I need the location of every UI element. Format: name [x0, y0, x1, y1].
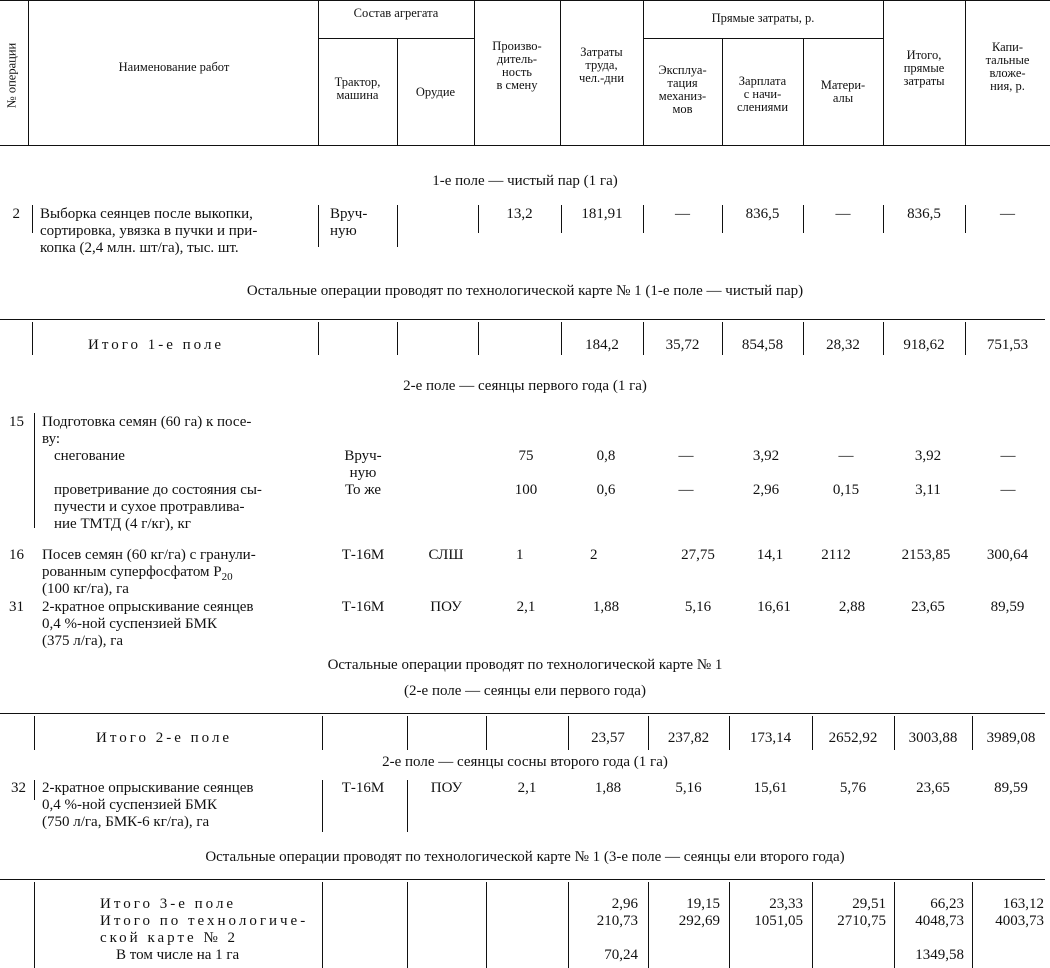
total-cell: 23,65: [916, 780, 950, 796]
header-exploitation: Эксплуа- тация механиз- мов: [658, 63, 707, 116]
capital-cell: —: [1000, 448, 1016, 464]
row-divider: [322, 780, 323, 832]
row-divider: [34, 780, 35, 800]
productivity-cell: 1: [516, 547, 524, 563]
work-name-text: рованным суперфосфатом P: [42, 564, 222, 580]
salary-cell: 3,92: [752, 448, 780, 464]
capital-cell: —: [1000, 482, 1016, 498]
header-productivity: Произво- дитель- ность в смену: [492, 39, 542, 92]
total-cell: 918,62: [903, 337, 945, 353]
work-name-line: (100 кг/га), га: [42, 581, 129, 597]
row-divider: [318, 322, 319, 355]
row-divider: [34, 882, 35, 968]
row-divider: [407, 716, 408, 750]
exploitation-cell: —: [678, 448, 694, 464]
tractor-cell: То же: [344, 482, 382, 498]
op-number: 2: [12, 206, 20, 222]
materials-cell: —: [835, 206, 851, 222]
exploitation-cell: 19,15: [686, 896, 720, 912]
direct-group-rule: [643, 38, 883, 39]
sub-work-name: проветривание до состояния сы- пучести и сухое протравлива- ние ТМТД (4 г/кг), кг: [54, 482, 262, 532]
exploitation-cell: 292,69: [678, 913, 720, 929]
materials-cell: 2652,92: [828, 730, 878, 746]
tool-cell: ПОУ: [430, 599, 462, 615]
materials-cell: 29,51: [852, 896, 886, 912]
header-salary: Зарплата с начи- слениями: [736, 74, 789, 114]
materials-cell: —: [838, 448, 854, 464]
row-divider: [318, 205, 319, 247]
total-label: Итого 3-е поле: [100, 896, 237, 912]
total-rule: [0, 713, 1045, 714]
materials-cell: 5,76: [839, 780, 867, 796]
header-divider: [28, 0, 29, 145]
sub-work-name: снегование: [54, 448, 125, 464]
exploitation-cell: 27,75: [681, 547, 715, 563]
labor-cell: 210,73: [596, 913, 638, 929]
total-cell: 23,65: [911, 599, 945, 615]
materials-cell: 0,15: [832, 482, 860, 498]
total-cell: 3,11: [915, 482, 941, 498]
op-number: 32: [11, 780, 26, 796]
capital-cell: 300,64: [986, 547, 1029, 563]
labor-cell: 184,2: [585, 337, 619, 353]
row-divider: [34, 716, 35, 750]
capital-cell: 4003,73: [995, 913, 1044, 929]
exploitation-cell: —: [678, 482, 694, 498]
total-cell: 3,92: [914, 448, 942, 464]
section-title-field1: 1-е поле — чистый пар (1 га): [432, 173, 618, 189]
row-divider: [397, 205, 398, 247]
total-cell: 66,23: [930, 896, 964, 912]
salary-cell: 2,96: [752, 482, 780, 498]
row-divider: [486, 882, 487, 968]
tractor-cell: Т-16М: [341, 547, 385, 563]
header-work-name: Наименование работ: [118, 60, 230, 74]
exploitation-cell: 35,72: [665, 337, 700, 353]
labor-cell: 1,88: [592, 599, 620, 615]
total-label: Итого 1-е поле: [88, 337, 225, 353]
row-divider: [32, 205, 33, 233]
capital-cell: 163,12: [1002, 896, 1044, 912]
salary-cell: 854,58: [741, 337, 784, 353]
header-op-no: № операции: [4, 42, 19, 109]
tractor-cell: Вруч- ную: [344, 448, 382, 481]
op-number: 31: [9, 599, 24, 615]
total-rule: [0, 319, 1045, 320]
salary-cell: 836,5: [745, 206, 780, 222]
capital-cell: —: [1000, 206, 1015, 222]
labor-cell: 181,91: [581, 206, 623, 222]
productivity-cell: 13,2: [506, 206, 533, 222]
materials-cell: 2112: [821, 547, 851, 563]
row-divider: [34, 413, 35, 528]
salary-cell: 14,1: [756, 547, 784, 563]
tool-cell: СЛШ: [428, 547, 464, 563]
row-divider: [407, 882, 408, 968]
exploitation-cell: 5,16: [684, 599, 712, 615]
row-divider: [397, 322, 398, 355]
row-divider: [478, 322, 479, 355]
total-rule: [0, 879, 1045, 880]
capital-cell: 3989,08: [986, 730, 1036, 746]
labor-cell: 1,88: [594, 780, 622, 796]
materials-cell: 2710,75: [837, 913, 886, 929]
materials-cell: 2,88: [838, 599, 866, 615]
labor-cell: 0,8: [596, 448, 616, 464]
productivity-cell: 100: [514, 482, 538, 498]
header-bottom-rule: [0, 145, 1050, 146]
work-name: Выборка сеянцев после выкопки, сортировка, увязка в пучки и при- копка (2,4 млн. шт/га), тыс. шт.: [40, 206, 258, 256]
work-name-line: Посев семян (60 кг/га) с гранули-: [42, 547, 256, 563]
tool-cell: ПОУ: [430, 780, 463, 796]
total-cell: 836,5: [907, 206, 941, 222]
work-name: Подготовка семян (60 га) к посе- ву:: [42, 414, 252, 447]
tractor-cell: Т-16М: [341, 780, 385, 796]
op-number: 16: [9, 547, 24, 563]
section-title-field2: 2-е поле — сеянцы первого года (1 га): [403, 378, 647, 394]
salary-cell: 173,14: [749, 730, 792, 746]
header-labor: Затраты труда, чел.-дни: [578, 45, 625, 85]
exploitation-cell: 5,16: [675, 780, 702, 796]
row-divider: [486, 716, 487, 750]
header-tractor: Трактор, машина: [334, 75, 381, 102]
capital-cell: 89,59: [994, 780, 1028, 796]
work-name: 2-кратное опрыскивание сеянцев 0,4 %-ной суспензией БМК (375 л/га), га: [42, 599, 254, 649]
exploitation-cell: —: [675, 206, 690, 222]
work-name: 2-кратное опрыскивание сеянцев 0,4 %-ной суспензией БМК (750 л/га, БМК-6 кг/га), га: [42, 780, 254, 830]
header-tool: Орудие: [415, 85, 456, 99]
labor-cell: 70,24: [604, 947, 638, 963]
salary-cell: 16,61: [757, 599, 791, 615]
header-total-direct: Итого, прямые затраты: [903, 48, 945, 88]
productivity-cell: 2,1: [517, 780, 537, 796]
capital-cell: 751,53: [986, 337, 1029, 353]
labor-cell: 23,57: [591, 730, 625, 746]
total-label: Итого по технологиче- ской карте № 2: [100, 913, 309, 946]
salary-cell: 1051,05: [754, 913, 803, 929]
salary-cell: 23,33: [769, 896, 803, 912]
header-unit-group: Состав агрегата: [353, 6, 439, 20]
capital-cell: 89,59: [990, 599, 1025, 615]
total-label: Итого 2-е поле: [96, 730, 233, 746]
total-cell: 2153,85: [901, 547, 951, 563]
total-cell: 3003,88: [908, 730, 958, 746]
section-note-field3: Остальные операции проводят по технологической карте № 1 (3-е поле — сеянцы ели второго года): [205, 849, 845, 865]
header-divider: [318, 0, 319, 145]
tractor-cell: Т-16М: [341, 599, 385, 615]
section-note-field2: Остальные операции проводят по технологической карте № 1: [327, 657, 723, 673]
header-capital: Капи- тальные вложе- ния, р.: [985, 40, 1030, 93]
section-title-field3: 2-е поле — сеянцы сосны второго года (1 га): [382, 754, 668, 770]
tractor-cell: Вруч- ную: [330, 206, 368, 239]
materials-cell: 28,32: [826, 337, 860, 353]
labor-cell: 2: [590, 547, 598, 563]
salary-cell: 15,61: [753, 780, 788, 796]
productivity-cell: 2,1: [516, 599, 536, 615]
productivity-cell: 75: [518, 448, 534, 464]
work-name-subscript: 20: [221, 571, 233, 583]
section-note-field2-sub: (2-е поле — сеянцы ели первого года): [404, 683, 646, 699]
labor-cell: 0,6: [596, 482, 616, 498]
total-cell: 1349,58: [915, 947, 964, 963]
unit-group-rule: [318, 38, 474, 39]
header-direct-group: Прямые затраты, р.: [711, 11, 815, 25]
labor-cell: 2,96: [611, 896, 638, 912]
row-divider: [322, 882, 323, 968]
row-divider: [32, 322, 33, 355]
section-note-field1: Остальные операции проводят по технологической карте № 1 (1-е поле — чистый пар): [246, 283, 804, 299]
exploitation-cell: 237,82: [667, 730, 710, 746]
header-top-rule: [0, 0, 1050, 1]
row-divider: [322, 716, 323, 750]
op-number: 15: [9, 414, 24, 430]
total-label: В том числе на 1 га: [116, 947, 240, 963]
total-cell: 4048,73: [915, 913, 964, 929]
header-materials: Матери- алы: [820, 78, 866, 105]
